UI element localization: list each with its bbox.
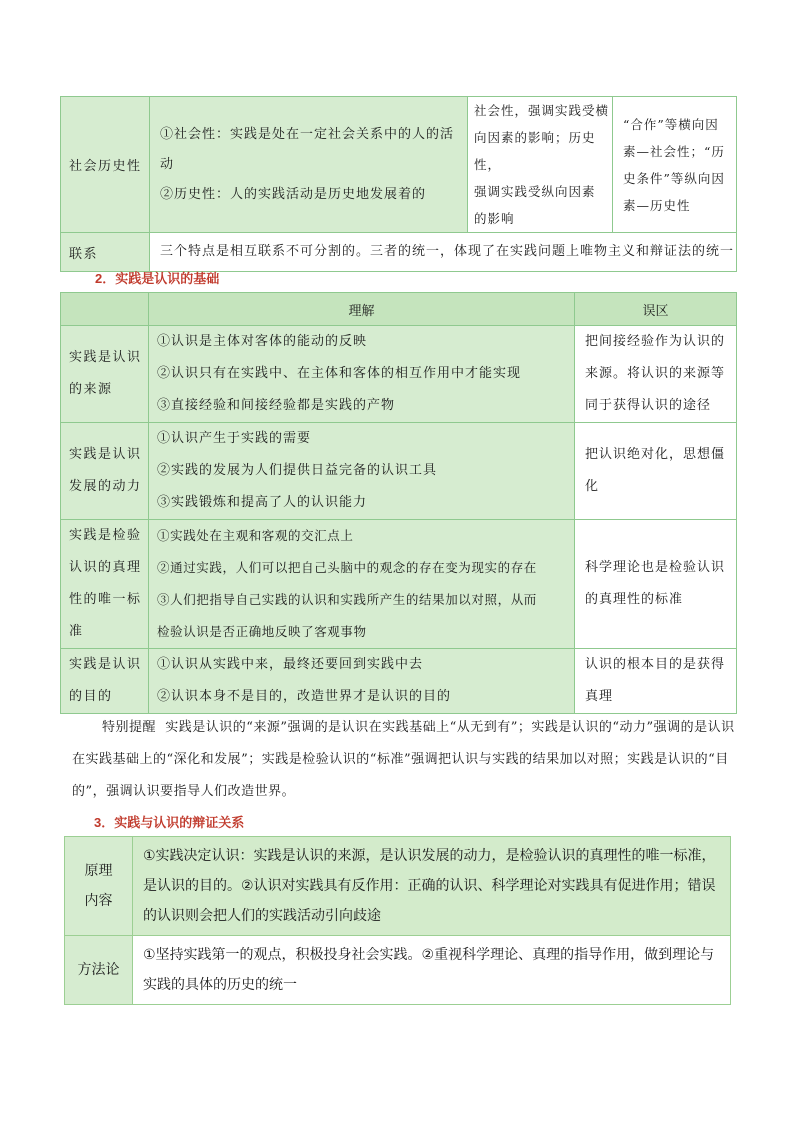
mis-line: 来源。将认识的来源等 <box>585 366 726 381</box>
content-line: ③实践锻炼和提高了人的认识能力 <box>157 495 368 510</box>
header-misunderstanding: 误区 <box>575 293 737 326</box>
table-row <box>61 97 737 233</box>
header-understanding: 理解 <box>149 293 575 326</box>
mis-line: 化 <box>585 479 600 494</box>
row-label: 方法论 <box>65 936 133 1005</box>
label-line: 准 <box>69 624 84 639</box>
special-reminder <box>72 712 736 808</box>
content-line: ②实践的发展为人们提供日益完备的认识工具 <box>157 463 438 478</box>
label-line: 实践是检验 <box>69 528 142 543</box>
row-content <box>150 97 468 233</box>
table-row <box>61 423 737 520</box>
note-line: 强调实践受纵向因素 <box>474 184 596 199</box>
reminder-tag: 特别提醒 <box>102 720 157 735</box>
label-line: 原理 <box>84 863 113 879</box>
label-line: 性的唯一标 <box>69 592 142 607</box>
row-label <box>61 649 149 714</box>
row-content <box>149 520 575 649</box>
label-line: 发展的动力 <box>69 479 142 494</box>
misunderstanding-cell <box>575 326 737 423</box>
mis-line: 真理 <box>585 689 614 704</box>
note-line: 的影响 <box>474 211 515 226</box>
example-line: 素—社会性；“历 <box>623 143 725 159</box>
example-line: “合作”等横向因 <box>623 116 719 132</box>
mis-line: 把间接经验作为认识的 <box>585 334 726 349</box>
row-label: 联系 <box>61 233 150 272</box>
table-row <box>61 649 737 714</box>
content-line: ①认识是主体对客体的能动的反映 <box>157 334 368 349</box>
mis-line: 科学理论也是检验认识 <box>585 560 726 575</box>
row-content <box>149 423 575 520</box>
section-heading: 3．实践与认识的辩证关系 <box>94 815 245 830</box>
label-line: 实践是认识 <box>69 350 142 365</box>
example-line: 素—历史性 <box>623 197 691 213</box>
label-line: 内容 <box>84 893 113 909</box>
note-line: 社会性，强调实践受横 <box>474 103 610 118</box>
row-label: 社会历史性 <box>61 97 150 233</box>
content-line: ①实践处在主观和客观的交汇点上 <box>157 528 354 543</box>
row-label <box>61 326 149 423</box>
row-content: 三个特点是相互联系不可分割的。三者的统一，体现了在实践问题上唯物主义和辩证法的统一 <box>150 233 737 272</box>
example-line: 史条件”等纵向因 <box>623 170 725 186</box>
section-heading: 2．实践是认识的基础 <box>95 271 220 286</box>
row-content: ①实践决定认识：实践是认识的来源，是认识发展的动力，是检验认识的真理性的唯一标准，是认识的目的。②认识对实践具有反作用：正确的认识、科学理论对实践具有促进作用；错误的认识则会把人们的实践活动引向歧途 <box>133 837 731 936</box>
mis-line: 认识的根本目的是获得 <box>585 657 726 672</box>
misunderstanding-cell <box>575 423 737 520</box>
content-line: ③直接经验和间接经验都是实践的产物 <box>157 398 396 413</box>
practice-basis-table <box>60 292 737 714</box>
row-content <box>149 649 575 714</box>
header-blank <box>61 293 149 326</box>
table-row <box>61 326 737 423</box>
label-line: 的目的 <box>69 689 113 704</box>
characteristics-table <box>60 96 737 272</box>
note-cell <box>468 97 613 233</box>
row-content <box>149 326 575 423</box>
content-line: 检验认识是否正确地反映了客观事物 <box>157 624 367 639</box>
table-row <box>65 837 731 936</box>
content-line: ②认识只有在实践中、在主体和客体的相互作用中才能实现 <box>157 366 522 381</box>
table-row <box>61 233 737 272</box>
label-line: 实践是认识 <box>69 657 142 672</box>
misunderstanding-cell <box>575 649 737 714</box>
row-label <box>61 423 149 520</box>
label-line: 的来源 <box>69 382 113 397</box>
misunderstanding-cell <box>575 520 737 649</box>
example-cell <box>613 97 737 233</box>
content-line: ②历史性：人的实践活动是历史地发展着的 <box>160 186 427 202</box>
content-line: ②认识本身不是目的，改造世界才是认识的目的 <box>157 689 452 704</box>
content-line: ①社会性：实践是处在一定社会关系中的人的活动 <box>160 126 455 172</box>
label-line: 认识的真理 <box>69 560 142 575</box>
mis-line: 同于获得认识的途径 <box>585 398 712 413</box>
row-content: ①坚持实践第一的观点，积极投身社会实践。②重视科学理论、真理的指导作用，做到理论与实践的具体的历史的统一 <box>133 936 731 1005</box>
row-label <box>65 837 133 936</box>
label-line: 实践是认识 <box>69 447 142 462</box>
dialectical-relation-table <box>64 836 731 1005</box>
table-header-row <box>61 293 737 326</box>
row-label <box>61 520 149 649</box>
content-line: ②通过实践，人们可以把自己头脑中的观念的存在变为现实的存在 <box>157 560 537 575</box>
table-row <box>61 520 737 649</box>
content-line: ③人们把指导自己实践的认识和实践所产生的结果加以对照，从而 <box>157 592 537 607</box>
content-line: ①认识产生于实践的需要 <box>157 431 312 446</box>
reminder-text: 实践是认识的“来源”强调的是认识在实践基础上“从无到有”；实践是认识的“动力”强调的是认识在实践基础上的“深化和发展”；实践是检验认识的“标准”强调把认识与实践的结果加以对照；实践是认识的“目的”，强调认识要指导人们改造世界。 <box>72 720 735 799</box>
mis-line: 的真理性的标准 <box>585 592 684 607</box>
table-row <box>65 936 731 1005</box>
content-line: ①认识从实践中来，最终还要回到实践中去 <box>157 657 424 672</box>
note-line: 向因素的影响；历史性， <box>474 130 596 172</box>
mis-line: 把认识绝对化，思想僵 <box>585 447 726 462</box>
